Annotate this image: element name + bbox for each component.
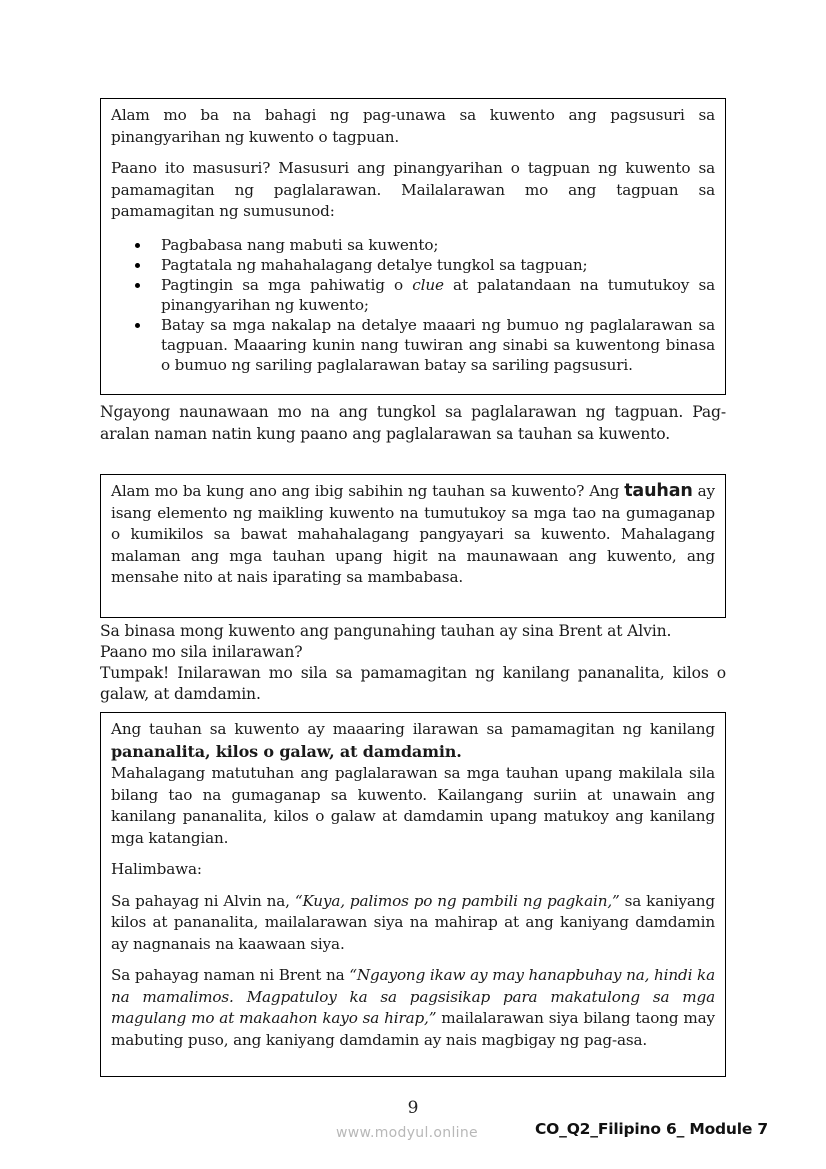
list-item: Pagtatala ng mahahalagang detalye tungkol sa tagpuan; [161, 255, 715, 275]
bullet-icon [135, 263, 140, 268]
bullet-icon [135, 283, 140, 288]
example-alvin: Sa pahayag ni Alvin na, “Kuya, palimos po ng pambili ng pagkain,” sa kaniyang kilos at pananalita, mailalarawan siya na mahirap at ang kaniyang damdamin ay nagnanais na kaawaan siya. [111, 891, 715, 953]
page-number: 9 [407, 1098, 419, 1118]
question-line: Paano mo sila inilarawan? [100, 643, 303, 661]
clue-term: clue [412, 275, 444, 294]
watermark: www.modyul.online [336, 1125, 478, 1141]
tauhan-term: tauhan [624, 481, 693, 501]
bullet-icon [135, 323, 140, 328]
description-methods-term: pananalita, kilos o galaw, at damdamin. [111, 741, 462, 761]
brent-quote: “Ngayong ikaw ay may hanapbuhay na, hindi ka na mamalimos. Magpatuloy ka sa pagsisikap para makatulong sa mga magulang mo at makaahon kayo sa hirap,” [111, 966, 715, 1027]
list-item: Pagbabasa nang mabuti sa kuwento; [161, 235, 715, 255]
list-item: Pagtingin sa mga pahiwatig o clue at palatandaan na tumutukoy sa pinangyarihan ng kuwento; [161, 275, 715, 315]
transition-paragraph: Ngayong naunawaan mo na ang tungkol sa paglalarawan ng tagpuan. Pag-aralan naman natin kung paano ang paglalarawan sa tauhan sa kuwento. [100, 403, 726, 443]
example-brent: Sa pahayag naman ni Brent na “Ngayong ikaw ay may hanapbuhay na, hindi ka na mamalimos. Magpatuloy ka sa pagsisikap para makatulong sa mga magulang mo at makaahon kayo sa hirap,” mailalarawan siya bilang taong may mabuting puso, ang kaniyang damdamin ay nais magbigay ng pag-asa. [111, 966, 715, 1049]
example-label: Halimbawa: [111, 860, 202, 878]
alvin-quote: “Kuya, palimos po ng pambili ng pagkain,” [294, 891, 620, 910]
tagpuan-info-box [100, 98, 726, 395]
tauhan-definition-box [100, 474, 726, 618]
answer-line: Tumpak! Inilarawan mo sila sa pamamagitan ng kanilang pananalita, kilos o galaw, at damdamin. [100, 664, 726, 703]
list-item: Batay sa mga nakalap na detalye maaari ng bumuo ng paglalarawan sa tagpuan. Maaaring kunin nang tuwiran ang sinabi sa kuwentong binasa o bumuo ng sariling paglalarawan batay sa sariling pagsusuri. [161, 315, 715, 375]
description-paragraph: Ang tauhan sa kuwento ay maaaring ilarawan sa pamamagitan ng kanilang pananalita, kilos o galaw, at damdamin. Mahalagang matutuhan ang paglalarawan sa mga tauhan upang makilala sila bilang tao na gumaganap sa kuwento. Kailangang suriin at unawain ang kanilang pananalita, kilos o galaw at damdamin upang matukoy ang kanilang mga katangian. [111, 720, 715, 847]
module-code: CO_Q2_Filipino 6_ Module 7 [535, 1120, 768, 1138]
tagpuan-method-paragraph: Paano ito masusuri? Masusuri ang pinangyarihan o tagpuan ng kuwento sa pamamagitan ng paglalarawan. Mailalarawan mo ang tagpuan sa pamamagitan ng sumusunod: [111, 159, 715, 220]
tauhan-definition-paragraph: Alam mo ba kung ano ang ibig sabihin ng tauhan sa kuwento? Ang tauhan ay isang elemento ng maikling kuwento na tumutukoy sa mga tao na gumaganap o kumikilos sa bawat mahahalagang pangyayari sa kuwento. Mahalagang malaman ang mga tauhan upang higit na maunawaan ang kuwento, ang mensahe nito at nais iparating sa mambabasa. [111, 481, 715, 586]
tagpuan-steps-list [111, 235, 715, 375]
question-answer-paragraph [100, 621, 726, 705]
character-statement: Sa binasa mong kuwento ang pangunahing tauhan ay sina Brent at Alvin. [100, 622, 672, 640]
tauhan-description-box [100, 712, 726, 1077]
bullet-icon [135, 243, 140, 248]
tagpuan-intro-paragraph: Alam mo ba na bahagi ng pag-unawa sa kuwento ang pagsusuri sa pinangyarihan ng kuwento o tagpuan. [111, 106, 715, 146]
